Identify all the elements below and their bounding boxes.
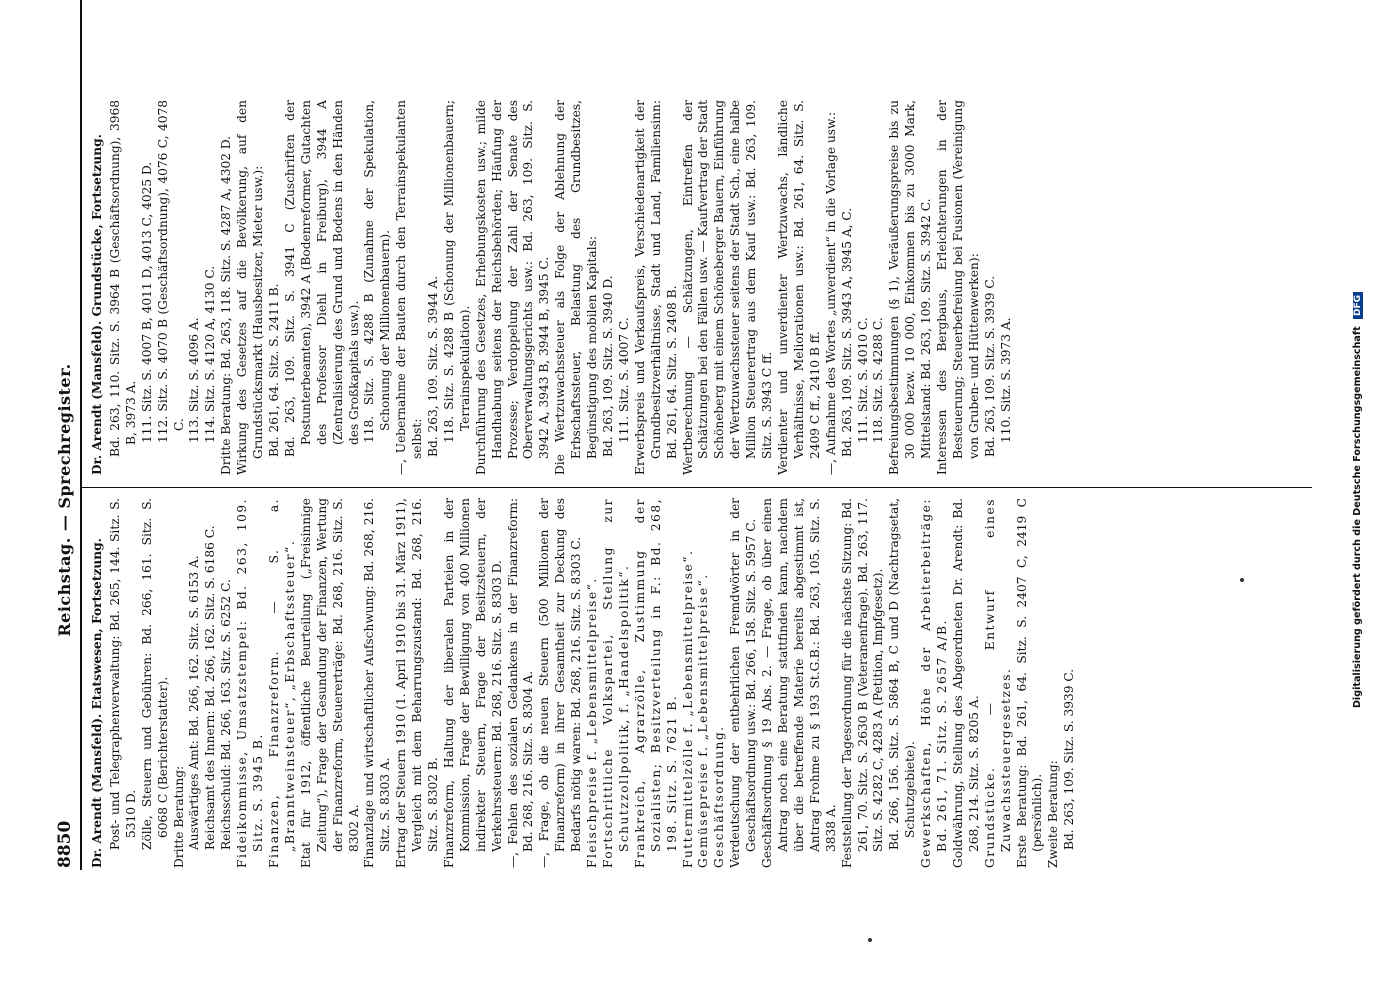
- index-entry: 111. Sitz. S. 4010 C.: [855, 317, 870, 443]
- index-entry: Zölle, Steuern und Gebühren: Bd. 266, 161. Sitz. S. 6068 C (Berichterstatter).: [139, 498, 170, 850]
- index-entry: Reichsschuld: Bd. 266, 163. Sitz. S. 6252 C.: [219, 579, 234, 850]
- index-entry: Ertrag der Steuern 1910 (1. April 1910 bis 31. März 1911), Vergleich mit dem Beharrungszustand: Bd. 268, 216. Sitz. S. 8302 B.: [394, 498, 441, 868]
- digitization-credit: [1352, 0, 1363, 1000]
- index-entry: Verdienter und unverdienter Wertzuwachs, ländliche Verhältnisse, Meliorationen usw.: Bd. 261, 64. Sitz. S. 2409 C ff., 2410 B ff.: [775, 100, 822, 475]
- index-entry: 110. Sitz. S. 3973 A.: [998, 317, 1013, 443]
- index-entry: Goldwährung, Stellung des Abgeordneten Dr. Arendt: Bd. 268, 214. Sitz. S. 8205 A.: [950, 498, 981, 868]
- index-entry: Post- und Telegraphenverwaltung: Bd. 265, 144. Sitz. S. 5310 D.: [107, 498, 138, 850]
- index-entry: Bd. 261, 64. Sitz. S. 2411 B.: [266, 283, 281, 457]
- index-entry: Bd. 263, 109. Sitz. S. 3939 C.: [982, 275, 997, 457]
- page-header: [55, 0, 77, 1000]
- index-entry: Dritte Beratung: Bd. 263, 118. Sitz. S. 4287 A, 4302 D.: [219, 135, 234, 475]
- page-number: 8850: [55, 820, 75, 868]
- index-entry: Wirkung des Gesetzes auf die Bevölkerung, auf den Grundstücksmarkt (Hausbesitzer, Mieter usw.):: [235, 100, 266, 475]
- index-entry: Bd. 263, 110. Sitz. S. 3964 B (Geschäftsordnung), 3968 B, 3973 A.: [107, 100, 138, 457]
- index-entry: Durchführung des Gesetzes, Erhebungskosten usw.; milde Handhabung seitens der Reichsbehörden; Häufung der Prozesse; Verdoppelung der Zahl der Senate des Oberverwaltungsgerichts usw.: Bd. 263, 109. Sitz. S. 3942 A, 3943 B, 3944 B, 3945 C.: [473, 100, 552, 475]
- index-entry: Etat für 1912, öffentliche Beurteilung („Freisinnige Zeitung“), Frage der Gesundung der Finanzen, Wertung der Finanzreform, Steuererträge: Bd. 268, 216. Sitz. S. 8302 A.: [298, 498, 361, 868]
- index-entry: Finanzreform, Haltung der liberalen Parteien in der Kommission, Frage der Bewilligung von 400 Millionen indirekter Steuern, Frage der Besitzsteuern, der Verkehrssteuern: Bd. 268, 216. Sitz. S. 8303 D.: [441, 498, 504, 868]
- index-entry: Verdeutschung der entbehrlichen Fremdwörter in der Geschäftsordnung usw.: Bd. 266, 158. Sitz. S. 5957 C.: [728, 498, 759, 868]
- index-entry: 111. Sitz. S. 4007 C.: [616, 317, 631, 443]
- dfg-logo: DFG: [1353, 292, 1363, 319]
- index-entry: Geschäftsordnung.: [712, 725, 727, 868]
- running-head: Reichstag. — Sprechregister.: [55, 363, 74, 637]
- index-entry: Erwerbspreis und Verkaufspreis, Verschiedenartigkeit der Grundbesitzverhältnisse, Stadt und Land, Familiensinn: Bd. 261, 64. Sitz. S. 2408 B.: [632, 100, 679, 475]
- index-entry: Futtermittelzölle f. „Lebensmittelpreise“.: [680, 549, 695, 868]
- index-entry: Bd. 263, 109. Sitz. S. 3939 C.: [1062, 668, 1077, 850]
- index-entry: —, Uebernahme der Bauten durch den Terrainspekulanten selbst:: [394, 100, 425, 475]
- scan-speck: [1240, 578, 1244, 582]
- column-divider: [82, 487, 1312, 488]
- right-column: [90, 100, 1015, 475]
- index-entry: Die Wertzuwachssteuer als Folge der Ablehnung der Erbschaftssteuer, Belastung des Grundbesitzes, Begünstigung des mobilen Kapitals:: [553, 100, 600, 475]
- index-entry: 118. Sitz. S. 4288 C.: [871, 317, 886, 443]
- scan-speck: [868, 938, 872, 942]
- column-heading: Dr. Arendt (Mansfeld). Grundstücke, Fortsetzung.: [90, 134, 104, 475]
- index-entry: Frankreich, Agrarzölle, Zustimmung der Sozialisten; Besitzverteilung in F.: Bd. 268, 198. Sitz. S. 7621 B.: [632, 498, 679, 868]
- index-entry: Dritte Beratung:: [171, 765, 186, 868]
- index-entry: Zweite Beratung:: [1046, 760, 1061, 868]
- index-entry: Befreiungsbestimmungen (§ 1), Veräußerungspreise bis zu 30 000 bezw. 10 000, Einkommen bis zu 3000 Mark, Mittelstand: Bd. 263, 109. Sitz. S. 3942 C.: [887, 100, 934, 475]
- index-entry: 113. Sitz. S. 4096 A.: [187, 317, 202, 443]
- index-entry: Wertberechnung — Schätzungen, Eintreffen der Schätzungen bei den Fällen usw. — Kaufvertrag der Stadt Schöneberg mit einem Schöneberger Bauern, Einführung der Wertzuwachssteuer seitens der Stadt Sch., eine halbe Million Steuerertrag aus dem Kauf usw.: Bd. 263, 109. Sitz. S. 3943 C ff.: [680, 100, 775, 475]
- index-entry: Interessen des Bergbaus, Erleichterungen in der Besteuerung; Steuerbefreiung bei Fusionen (Vereinigung von Gruben- und Hüttenwerken):: [935, 100, 981, 475]
- index-entry: Bd. 263, 109. Sitz. S. 3940 D.: [601, 275, 615, 457]
- index-entry: Bd. 263, 109. Sitz. S. 3944 A.: [426, 275, 441, 457]
- index-entry: 114. Sitz. S. 4120 A, 4130 C.: [203, 265, 218, 443]
- index-entry: Grundstücke. — Entwurf eines Zuwachssteuergesetzes.: [982, 498, 1013, 868]
- index-entry: Feststellung der Tagesordnung für die nächste Sitzung: Bd. 261, 70. Sitz. S. 2630 B (Veteranenfrage). Bd. 263, 117. Sitz. S. 4282 C, 4283 A (Petition, Impfgesetz).: [839, 498, 886, 868]
- index-entry: Erste Beratung: Bd. 261, 64. Sitz. S. 2407 C, 2419 C (persönlich).: [1014, 498, 1045, 868]
- index-entry: —, Fehlen des sozialen Gedankens in der Finanzreform: Bd. 268, 216. Sitz. S. 8304 A.: [505, 498, 536, 868]
- index-entry: Bd. 266, 156. Sitz. S. 5864 B, C und D (Nachtragsetat, Schutzgebiete).: [887, 498, 918, 850]
- column-heading: Dr. Arendt (Mansfeld). Etatswesen, Fortsetzung.: [90, 538, 104, 868]
- index-entry: Bd. 263, 109. Sitz. S. 3943 A, 3945 A, C.: [839, 207, 854, 457]
- index-entry: 111. Sitz. S. 4007 B, 4011 D, 4013 C, 4025 D.: [139, 161, 154, 443]
- header-rule: [80, 0, 82, 870]
- index-entry: Reichsamt des Innern: Bd. 266, 162. Sitz. S. 6186 C.: [203, 525, 218, 850]
- index-entry: Fideikommisse, Umsatzstempel: Bd. 263, 109. Sitz. S. 3945 B.: [235, 498, 266, 868]
- index-entry: Fleischpreise f. „Lebensmittelpreise“.: [585, 577, 600, 868]
- index-entry: —, Aufnahme des Wortes „unverdient“ in die Vorlage usw.:: [823, 111, 838, 475]
- index-entry: Bd. 263, 109. Sitz. S. 3941 C (Zuschriften der Postunterbeamten), 3942 A (Bodenreformer, Gutachten des Professor Diehl in Freiburg), 3944 A (Zentralisierung des Grund und Bodens in den Händen des Großkapitals usw.).: [282, 100, 361, 457]
- index-entry: 112. Sitz. S. 4070 B (Geschäftsordnung), 4076 C, 4078 C.: [155, 100, 186, 443]
- index-entry: 118. Sitz. S. 4288 B (Zunahme der Spekulation, Schonung der Millionenbauern).: [362, 100, 393, 443]
- credit-text: Digitalisierung gefördert durch die Deutsche Forschungsgemeinschaft: [1352, 326, 1363, 709]
- index-entry: Auswärtiges Amt: Bd. 266, 162. Sitz. S. 6153 A.: [187, 555, 202, 850]
- index-entry: Finanzlage und wirtschaftlicher Aufschwung: Bd. 268, 216. Sitz. S. 8303 A.: [362, 498, 393, 868]
- index-entry: Fortschrittliche Volkspartei, Stellung zur Schutzzollpolitik, f. „Handelspolitik“.: [601, 498, 631, 868]
- index-entry: Gewerkschaften, Höhe der Arbeiterbeiträge: Bd. 261, 71. Sitz. S. 2657 A/B.: [919, 498, 950, 868]
- left-column: [90, 498, 1078, 868]
- index-entry: Gemüsepreise f. „Lebensmittelpreise“.: [696, 573, 711, 868]
- index-entry: —, Frage, ob die neuen Steuern (500 Millionen der Finanzreform) in ihrer Gesamtheit zur Deckung des Bedarfs nötig waren: Bd. 268, 216. Sitz. S. 8303 C.: [537, 498, 584, 868]
- index-entry: Finanzen, Finanzreform. — S. a. „Branntweinsteuer“, „Erbschaftssteuer“.: [266, 498, 297, 868]
- index-entry: Geschäftsordnung § 19 Abs. 2. — Frage, ob über einen Antrag noch eine Beratung stattfinden kann, nachdem über die betreffende Materie bereits abgestimmt ist, Antrag Frohme zu § 193 St.G.B.: Bd. 263, 105. Sitz. S. 3838 A.: [760, 498, 838, 868]
- index-entry: 118. Sitz. S. 4288 B (Schonung der Millionenbauern; Terrainspekulation).: [441, 100, 472, 443]
